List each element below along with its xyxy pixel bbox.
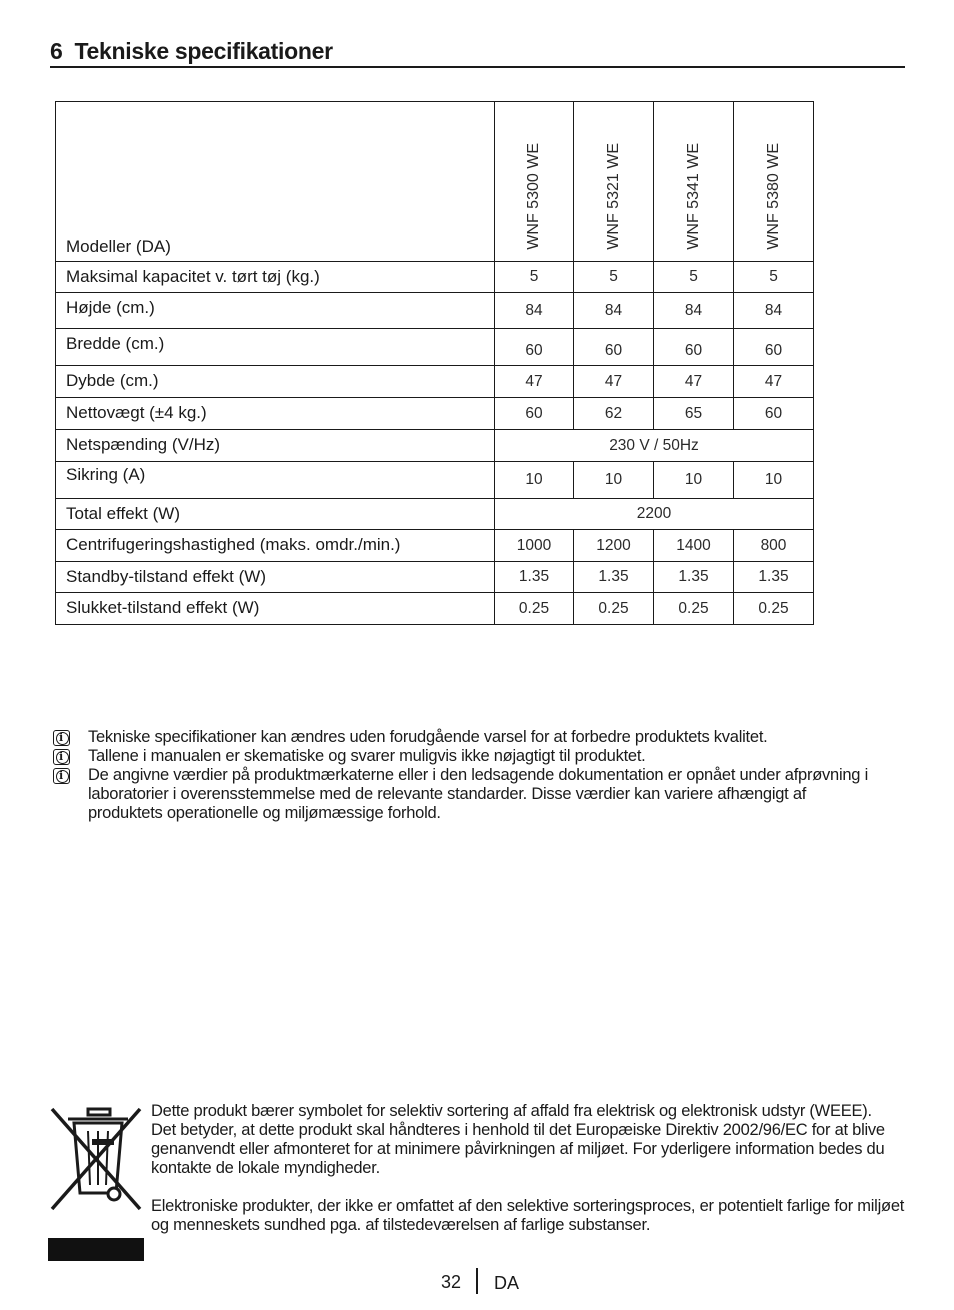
row-label: Standby-tilstand effekt (W) <box>56 562 495 593</box>
model-name: WNF 5341 WE <box>684 143 702 250</box>
row-label: Sikring (A) <box>56 462 495 499</box>
cell-value: 0.25 <box>495 593 574 625</box>
row-label: Slukket-tilstand effekt (W) <box>56 593 495 625</box>
row-label: Netspænding (V/Hz) <box>56 430 495 462</box>
spec-table <box>55 101 814 625</box>
section-title: Tekniske specifikationer <box>74 38 333 64</box>
section-heading <box>50 38 905 68</box>
cell-value: 10 <box>495 462 574 499</box>
model-cell <box>734 102 814 262</box>
page-number: 32 <box>441 1272 462 1292</box>
cell-value: 0.25 <box>574 593 654 625</box>
table-row <box>56 462 814 499</box>
cell-value-merged: 2200 <box>495 499 814 530</box>
cell-value: 84 <box>574 293 654 329</box>
cell-value: 62 <box>574 398 654 430</box>
cell-value: 84 <box>734 293 814 329</box>
crossed-out-bin-icon <box>48 1105 144 1215</box>
cell-value: 60 <box>734 329 814 366</box>
weee-underline-bar <box>48 1238 144 1261</box>
table-row <box>56 430 814 462</box>
cell-value: 10 <box>734 462 814 499</box>
note-item <box>52 766 882 823</box>
cell-value: 60 <box>654 329 734 366</box>
note-item <box>52 728 882 747</box>
cell-value-merged: 230 V / 50Hz <box>495 430 814 462</box>
cell-value: 1.35 <box>574 562 654 593</box>
row-label: Dybde (cm.) <box>56 366 495 398</box>
cell-value: 60 <box>495 329 574 366</box>
model-cell <box>654 102 734 262</box>
note-text: Tallene i manualen er skematiske og svarer muligvis ikke nøjagtigt til produktet. <box>88 747 646 765</box>
cell-value: 47 <box>654 366 734 398</box>
cell-value: 60 <box>495 398 574 430</box>
table-row <box>56 262 814 293</box>
cell-value: 10 <box>654 462 734 499</box>
cell-value: 5 <box>734 262 814 293</box>
row-label: Bredde (cm.) <box>56 329 495 366</box>
cell-value: 47 <box>495 366 574 398</box>
cell-value: 1200 <box>574 530 654 562</box>
cell-value: 10 <box>574 462 654 499</box>
model-cell <box>495 102 574 262</box>
model-cell <box>574 102 654 262</box>
weee-paragraph: Det betyder, at dette produkt skal håndteres i henhold til det Europæiske Direktiv 2002/96/EC for at blive genanvendt eller afmonteret for at minimere påvirkningen af miljøet. For yderligere information bedes du kontakte de lokale myndigheder. <box>151 1121 885 1177</box>
model-name: WNF 5380 WE <box>764 143 782 250</box>
weee-paragraph: Elektroniske produkter, der ikke er omfattet af den selektive sorteringsproces, er potentielt farlige for miljøet og menneskets sundhed pga. af tilstedeværelsen af farlige substanser. <box>151 1197 905 1234</box>
cell-value: 5 <box>495 262 574 293</box>
row-label: Nettovægt (±4 kg.) <box>56 398 495 430</box>
cell-value: 1.35 <box>654 562 734 593</box>
weee-description <box>151 1102 911 1254</box>
cell-value: 0.25 <box>734 593 814 625</box>
table-row <box>56 293 814 329</box>
table-row <box>56 562 814 593</box>
cell-value: 1.35 <box>495 562 574 593</box>
info-icon <box>53 749 70 765</box>
row-label: Maksimal kapacitet v. tørt tøj (kg.) <box>56 262 495 293</box>
row-label: Højde (cm.) <box>56 293 495 329</box>
note-item <box>52 747 882 766</box>
cell-value: 5 <box>654 262 734 293</box>
table-row <box>56 366 814 398</box>
model-name: WNF 5300 WE <box>525 143 542 250</box>
info-icon <box>53 768 70 784</box>
cell-value: 5 <box>574 262 654 293</box>
info-icon <box>53 730 70 746</box>
cell-value: 1.35 <box>734 562 814 593</box>
cell-value: 60 <box>734 398 814 430</box>
cell-value: 47 <box>574 366 654 398</box>
cell-value: 800 <box>734 530 814 562</box>
cell-value: 1400 <box>654 530 734 562</box>
table-row <box>56 593 814 625</box>
cell-value: 47 <box>734 366 814 398</box>
cell-value: 65 <box>654 398 734 430</box>
footer-separator <box>476 1268 478 1294</box>
model-name: WNF 5321 WE <box>604 143 622 250</box>
note-text: De angivne værdier på produktmærkaterne eller i den ledsagende dokumentation er opnået under afprøvning i laboratorier i overensstemmelse med de relevante standarder. Disse værdier kan variere afhængigt af produktets operationelle og miljømæssige forhold. <box>88 766 868 822</box>
weee-paragraph: Dette produkt bærer symbolet for selektiv sortering af affald fra elektrisk og elektronisk udstyr (WEEE). <box>151 1102 872 1120</box>
cell-value: 84 <box>495 293 574 329</box>
section-number: 6 <box>50 38 63 64</box>
language-code: DA <box>494 1273 520 1293</box>
note-text: Tekniske specifikationer kan ændres uden forudgående varsel for at forbedre produktets kvalitet. <box>88 728 768 746</box>
table-header-row <box>56 102 814 262</box>
page-footer <box>0 1268 954 1298</box>
row-label: Total effekt (W) <box>56 499 495 530</box>
header-label: Modeller (DA) <box>56 102 495 262</box>
row-label: Centrifugeringshastighed (maks. omdr./min.) <box>56 530 495 562</box>
table-row <box>56 530 814 562</box>
cell-value: 84 <box>654 293 734 329</box>
notes-list <box>52 728 882 823</box>
cell-value: 1000 <box>495 530 574 562</box>
cell-value: 0.25 <box>654 593 734 625</box>
cell-value: 60 <box>574 329 654 366</box>
table-row <box>56 329 814 366</box>
table-row <box>56 499 814 530</box>
table-row <box>56 398 814 430</box>
